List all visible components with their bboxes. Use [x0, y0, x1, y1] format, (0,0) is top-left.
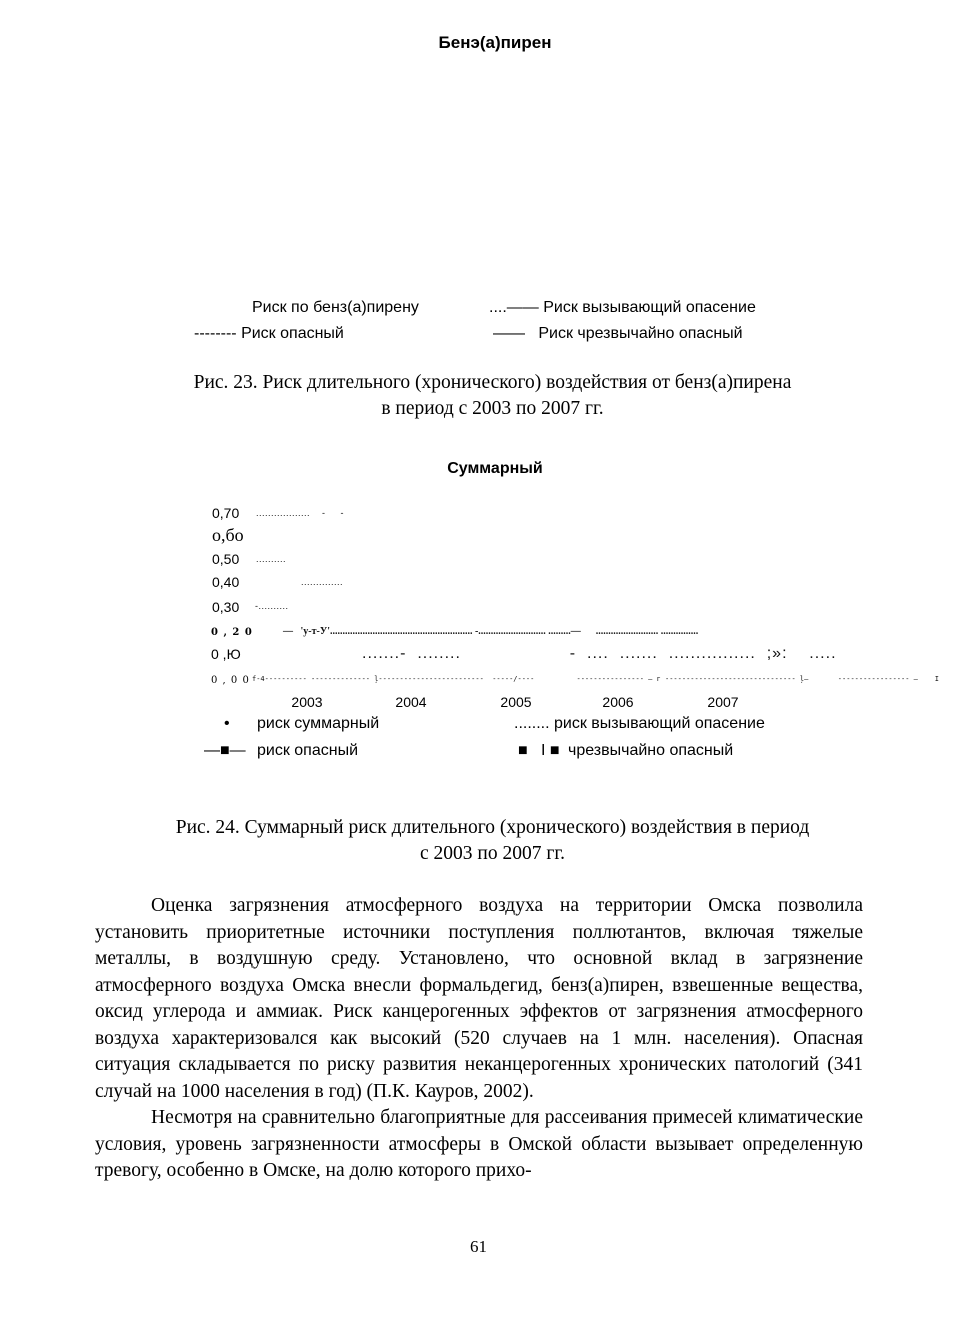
x-tick-label: 2004 — [395, 694, 427, 710]
series-line-concern: .......- ........ - .... ....... ................ ;»: ..... — [362, 645, 837, 662]
x-tick-label: 2006 — [602, 694, 634, 710]
plot-artifact-040: .............. — [301, 577, 344, 587]
figure2-caption — [100, 815, 885, 867]
legend-item-extreme: чрезвычайно опасный — [568, 742, 734, 759]
x-tick-label: 2007 — [707, 694, 739, 710]
y-tick-label: 0 , 2 0 — [211, 627, 253, 638]
y-tick-label: 0,40 — [212, 574, 240, 590]
y-tick-label: о,бо — [212, 525, 244, 545]
y-tick-label: 0,70 — [212, 505, 240, 521]
paragraph: Оценка загрязнения атмосферного воздуха на территории Омска позволила установить приоритетные источники поступления поллютантов, включая тяжелые металлы, в воздушную среду. Установлено, что основной вклад в загрязнение атмосферного воздуха Омска внесли формальдегид, бенз(а)пирен, взвешенные вещества, оксид углерода и аммиак. Риск канцерогенных эффектов от загрязнения атмосферного воздуха характеризовался как высокий (520 случаев на 1 млн. населения). Опасная ситуация складывается по риску развития неканцерогенных хронических патологий (341 случай на 1000 населения в год) (П.К. Кауров, 2002). — [95, 895, 863, 1102]
y-tick-label: 0 , 0 0 — [211, 675, 250, 686]
y-tick-label: 0,30 — [212, 599, 240, 615]
legend-item-total: риск суммарный — [257, 715, 380, 732]
figure1-caption-line1: Рис. 23. Риск длительного (хронического) воздействия от бенз(а)пирена — [193, 372, 792, 393]
figure2-title: Суммарный — [447, 460, 543, 477]
x-tick-label: 2003 — [291, 694, 323, 710]
figure1-legend-item-concern: ....—— Риск вызывающий опасение — [489, 299, 756, 316]
x-tick-label: 2005 — [500, 694, 532, 710]
figure1-title: Бенэ(а)пирен — [438, 33, 552, 52]
legend-item-dangerous: риск опасный — [257, 742, 359, 759]
plot-artifact-070: .................. - - — [256, 508, 345, 518]
figure2-caption-line1: Рис. 24. Суммарный риск длительного (хронического) воздействия в период — [175, 817, 810, 838]
figure2-caption-line2: с 2003 по 2007 гг. — [419, 843, 565, 864]
figure1-legend-item-benzapyrene: Риск по бенз(а)пирену — [252, 299, 419, 316]
legend-item-concern: ........ риск вызывающий опасение — [514, 715, 765, 732]
x-axis-line: f-4---------- -------------- ļ------------------------- -----/---- ---------------- — г ------------------------------- ļ— ----------------- — I — [252, 675, 939, 683]
figure1-caption-line2: в период с 2003 по 2007 гг. — [381, 398, 604, 419]
plot-artifact-030: -.......... — [255, 601, 289, 611]
figure1-caption — [100, 370, 885, 422]
plot-artifact-050: .......... — [256, 554, 287, 564]
y-tick-label: 0,50 — [212, 551, 240, 567]
paragraph: Несмотря на сравнительно благоприятные для рассеивания примесей климатические условия, уровень загрязненности атмосферы в Омской области вызывает определенную тревогу, особенно в Омске, на долю которого прихо- — [95, 1107, 863, 1181]
figure1-legend-item-dangerous: -------- Риск опасный — [194, 325, 344, 342]
y-tick-label: 0 ,Ю — [211, 646, 241, 662]
legend-marker-extreme: ■ I ■ — [518, 742, 560, 759]
legend-marker-total: • — [224, 715, 230, 732]
legend-marker-dangerous: —■— — [204, 742, 246, 759]
body-text — [95, 893, 863, 1185]
figure1-legend-item-extreme: —— Риск чрезвычайно опасный — [493, 325, 743, 342]
series-line-dangerous: — 'у-т-У'......................................................... -........................... .........— ......................... ............... — [283, 626, 699, 637]
page-number: 61 — [470, 1237, 487, 1256]
